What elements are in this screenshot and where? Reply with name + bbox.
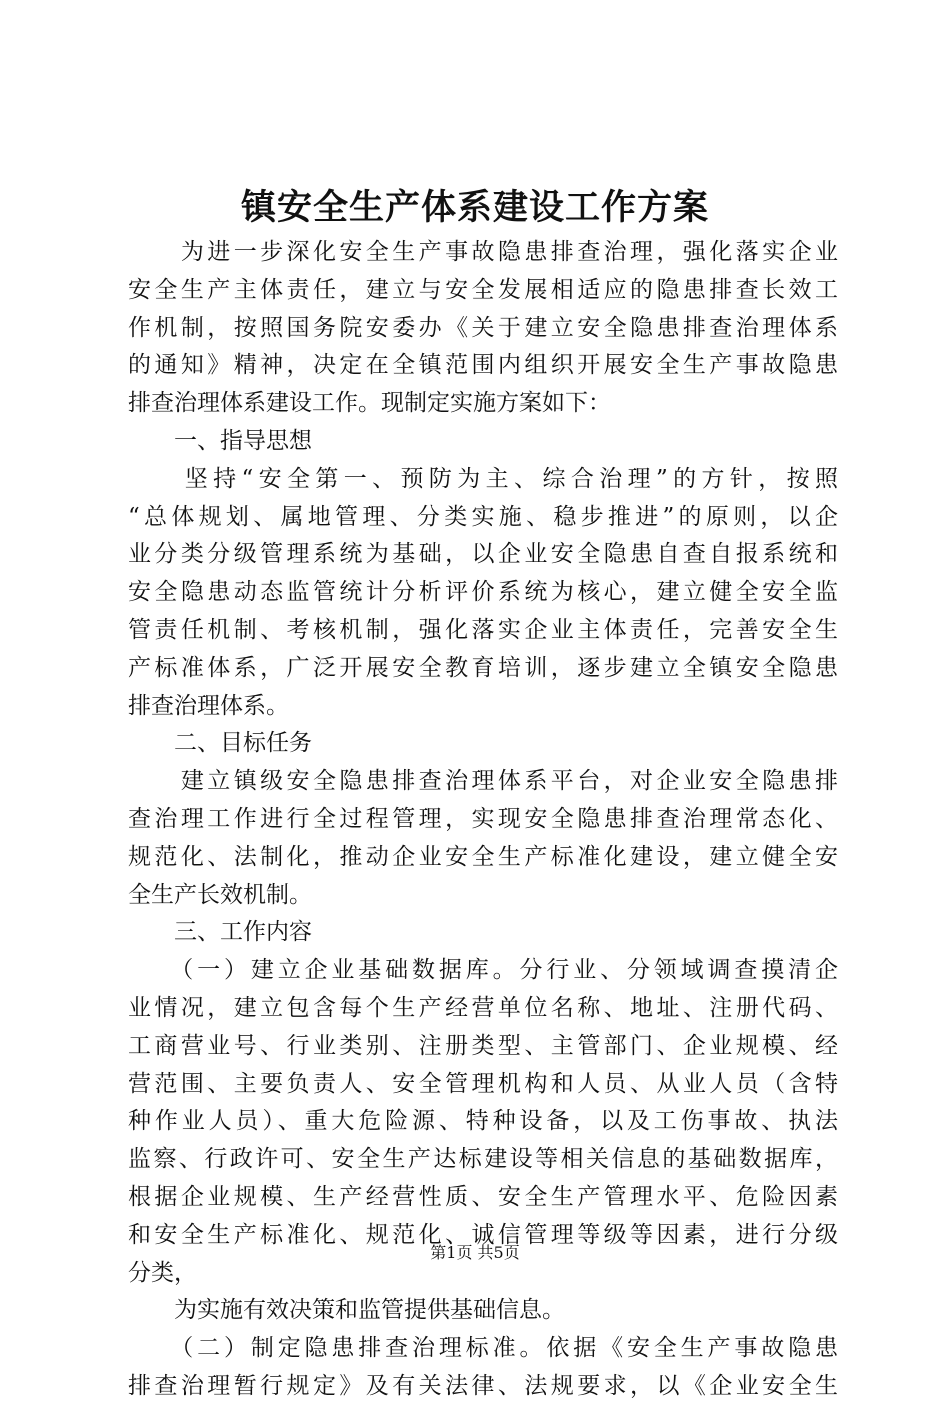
text-line: 业分类分级管理系统为基础，以企业安全隐患自查自报系统和 [128,541,838,568]
text-line: 监察、行政许可、安全生产达标建设等相关信息的基础数据库， [128,1146,838,1173]
text-line: 工商营业号、行业类别、注册类型、主管部门、企业规模、经 [128,1032,838,1059]
text-line: 安全生产主体责任，建立与安全发展相适应的隐患排查长效工 [128,276,838,303]
text-line: 和安全生产标准化、规范化、诚信管理等级等因素，进行分级 [128,1221,838,1248]
text-line: 分类， [128,1259,197,1286]
document-body [128,234,838,1406]
text-line: 排查治理体系。 [128,692,289,719]
text-line: 种作业人员）、重大危险源、特种设备，以及工伤事故、执法 [128,1108,838,1135]
text-line: 营范围、主要负责人、安全管理机构和人员、从业人员（含特 [128,1070,838,1097]
text-line: （二）制定隐患排查治理标准。依据《安全生产事故隐患 [128,1335,838,1362]
text-line: 一、指导思想 [128,427,312,454]
text-line: 为进一步深化安全生产事故隐患排查治理，强化落实企业 [128,239,838,265]
text-line: 查治理工作进行全过程管理，实现安全隐患排查治理常态化、 [128,805,838,832]
text-line: 安全隐患动态监管统计分析评价系统为核心，建立健全安全监 [128,579,838,606]
text-line: 为实施有效决策和监管提供基础信息。 [128,1297,565,1324]
text-line: 作机制，按照国务院安委办《关于建立安全隐患排查治理体系 [128,314,838,341]
text-line: “总体规划、属地管理、分类实施、稳步推进”的原则，以企 [128,503,838,530]
text-line: 规范化、法制化，推动企业安全生产标准化建设，建立健全安 [128,843,838,870]
text-line: 排查治理体系建设工作。现制定实施方案如下： [128,390,611,417]
text-line: 全生产长效机制。 [128,881,312,908]
text-line: 管责任机制、考核机制，强化落实企业主体责任，完善安全生 [128,616,838,643]
text-line: 根据企业规模、生产经营性质、安全生产管理水平、危险因素 [128,1183,838,1210]
text-line: 业情况，建立包含每个生产经营单位名称、地址、注册代码、 [128,994,838,1021]
page-footer: 第1页 共5页 [430,1243,520,1262]
document-title: 镇安全生产体系建设工作方案 [240,187,709,228]
text-line: 排查治理暂行规定》及有关法律、法规要求，以《企业安全生 [128,1372,838,1399]
text-line: 三、工作内容 [128,919,312,946]
text-line: 建立镇级安全隐患排查治理体系平台，对企业安全隐患排 [128,768,838,795]
text-line: 二、目标任务 [128,730,312,757]
text-line: 的通知》精神，决定在全镇范围内组织开展安全生产事故隐患 [128,352,838,379]
text-line: 产标准体系，广泛开展安全教育培训，逐步建立全镇安全隐患 [128,654,838,681]
text-line: 坚持“安全第一、预防为主、综合治理”的方针，按照 [128,465,838,492]
text-line: （一）建立企业基础数据库。分行业、分领域调查摸清企 [128,957,838,984]
